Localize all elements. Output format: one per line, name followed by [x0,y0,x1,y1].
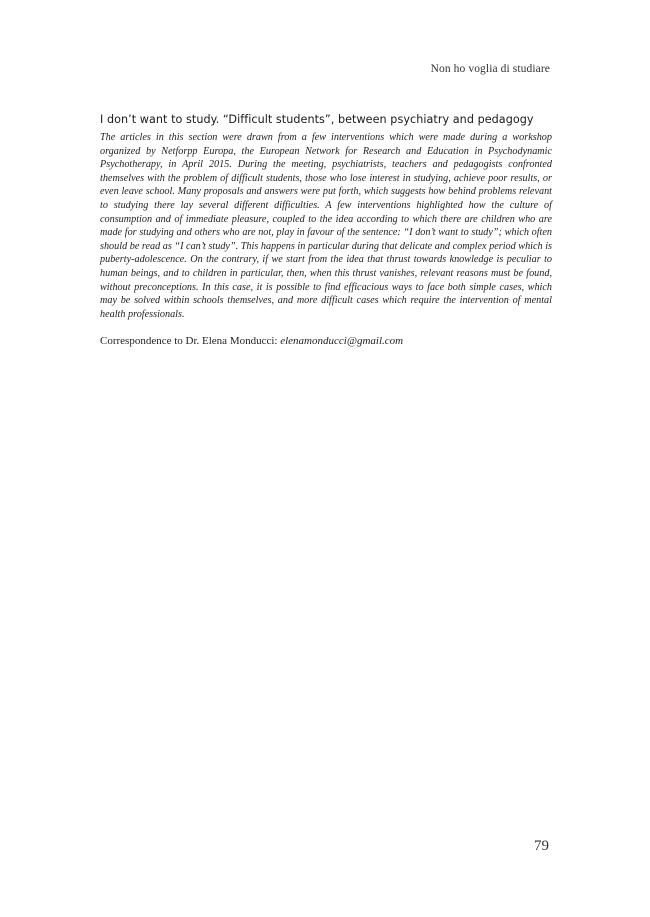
correspondence-label: Correspondence to Dr. Elena Monducci: [100,335,278,347]
article-abstract: The articles in this section were drawn from a few interventions which were made during a workshop organized by Netforpp Europa, the European Network for Research and Education in Psychodynamic Psychotherapy, in April 2015. During the meeting, psychiatrists, teachers and pedagogists confronted themselves with the problem of difficult students, those who lose interest in studying, achieve poor results, or even leave school. Many proposals and answers were put forth, which suggests how behind problems relevant to studying there lay several different difficulties. A few interventions highlighted how the culture of consumption and of immediate pleasure, coupled to the idea according to which there are children who are made for studying and others who are not, play in favour of the sentence: “I don’t want to study”; which often should be read as “I can’t study”. This happens in particular during that delicate and complex period which is puberty-adolescence. On the contrary, if we start from the idea that thrust towards knowledge is peculiar to human beings, and to children in particular, then, when this thrust vanishes, relevant reasons must be found, without preconceptions. In this case, it is possible to find efficacious ways to face both simple cases, which may be solved within schools themselves, and more difficult cases which require the intervention of mental health professionals. [100,132,552,320]
correspondence-line [100,335,552,347]
correspondence-email[interactable]: elenamonducci@gmail.com [280,335,404,347]
running-head: Non ho voglia di studiare [430,63,550,75]
page-number: 79 [534,838,549,854]
article-title: I don’t want to study. “Difficult students”, between psychiatry and pedagogy [100,113,534,126]
